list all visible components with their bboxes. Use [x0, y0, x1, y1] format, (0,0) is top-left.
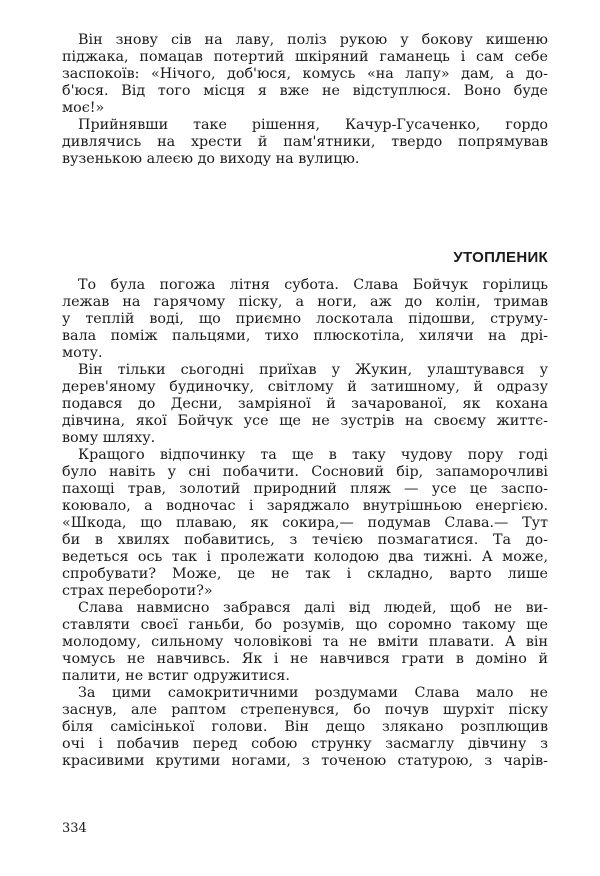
text-line: дерев'яному будиночку, світлому й затишному, й одразу: [62, 379, 548, 395]
text-line: коювало, а водночас і заряджало внутрішньою енергією.: [62, 498, 548, 514]
text-line: заспокоїв: «Нічого, доб'юся, комусь «на лапу» дам, а до-: [62, 66, 548, 82]
text-line: моє!»: [62, 100, 105, 116]
text-line: молодому, сильному чоловікові та не вміти плавати. А він: [62, 634, 548, 650]
text-line: чомусь не навчивсь. Як і не навчився грати в доміно й: [62, 651, 548, 667]
text-line: вому шляху.: [62, 430, 156, 446]
text-line: дивлячись на хрести й пам'ятники, твердо попрямував: [62, 134, 548, 150]
text-line: Прийнявши таке рішення, Качур-Гусаченко, гордо: [78, 117, 548, 133]
text-line: біля самісінької голови. Він дещо злякано розплющив: [62, 719, 548, 735]
text-line: ведеться ось так і пролежати колодою два тижні. А може,: [62, 549, 548, 565]
paragraph: [62, 362, 548, 447]
text-line: За цими самокритичними роздумами Слава мало не: [78, 685, 548, 701]
paragraph: [62, 117, 548, 168]
text-line: вала поміж пальцями, тихо плюскотіла, хилячи на дрі-: [62, 328, 548, 344]
text-line: моту.: [62, 345, 103, 361]
text-line: у теплій воді, що приємно лоскотала підошви, струму-: [62, 311, 548, 327]
text-line: би в хвилях побавитись, з течією позмагатися. Та до-: [62, 532, 548, 548]
text-line: пахощі трав, золотий природний пляж — усе це заспо-: [62, 481, 548, 497]
text-line: подався до Десни, замріяної й зачарованої, як кохана: [62, 396, 548, 412]
page-number: 334: [62, 821, 87, 836]
text-line: Кращого відпочинку та ще в таку чудову пору годі: [78, 447, 548, 463]
text-line: б'юся. Від того місця я вже не відступлюся. Воно буде: [62, 83, 548, 99]
text-line: дівчина, якої Бойчук усе ще не зустрів на своєму життє-: [62, 413, 548, 429]
text-line: «Шкода, що плаваю, як сокира,— подумав Слава.— Тут: [62, 515, 548, 531]
text-line: очі і побачив перед собою струнку засмаглу дівчину з: [62, 736, 548, 752]
text-line: палити, не встиг одружитися.: [62, 668, 290, 684]
chapter-title: УТОПЛЕНИК: [453, 249, 548, 266]
text-line: ставляти своєї ганьби, бо розумів, що соромно такому ще: [62, 617, 548, 633]
text-line: То була погожа літня субота. Слава Бойчук горілиць: [78, 277, 548, 293]
text-line: було навіть у сні побачити. Сосновий бір, запаморочливі: [62, 464, 548, 480]
paragraph: [62, 277, 548, 362]
paragraph: [62, 685, 548, 770]
text-line: красивими крутими ногами, з точеною статурою, з чарів-: [62, 753, 548, 769]
text-line: лежав на гарячому піску, а ноги, аж до колін, тримав: [62, 294, 548, 310]
text-line: вузенькою алеєю до виходу на вулицю.: [62, 151, 360, 167]
text-line: Він тільки сьогодні приїхав у Жукин, улаштувався у: [78, 362, 548, 378]
paragraph: [62, 447, 548, 600]
previous-chapter-ending: [62, 32, 548, 168]
text-line: піджака, помацав потертий шкіряний гаманець і сам себе: [62, 49, 548, 65]
text-line: спробувати? Може, це не так і складно, варто лише: [62, 566, 548, 582]
paragraph: [62, 600, 548, 685]
text-line: Він знову сів на лаву, поліз рукою у бокову кишеню: [78, 32, 548, 48]
text-line: заснув, але раптом стрепенувся, бо почув шурхіт піску: [62, 702, 548, 718]
paragraph: [62, 32, 548, 117]
chapter-body: [62, 277, 548, 770]
text-line: страх перебороти?»: [62, 583, 213, 599]
text-line: Слава навмисно забрався далі від людей, щоб не ви-: [78, 600, 548, 616]
